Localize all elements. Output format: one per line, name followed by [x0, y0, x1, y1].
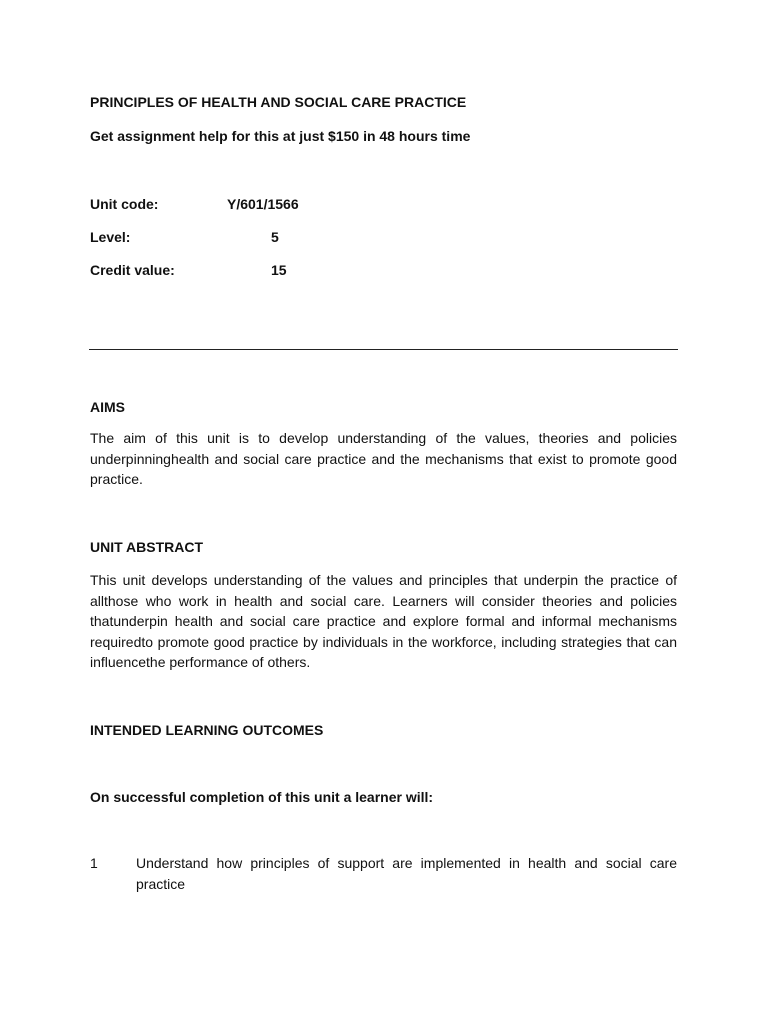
learning-outcomes-heading: INTENDED LEARNING OUTCOMES: [90, 722, 324, 738]
aims-heading: AIMS: [90, 399, 125, 415]
document-title: PRINCIPLES OF HEALTH AND SOCIAL CARE PRACTICE: [90, 94, 467, 110]
promo-text: Get assignment help for this at just $150 in 48 hours time: [90, 128, 471, 144]
credit-value-value: 15: [271, 262, 287, 278]
unit-code-value: Y/601/1566: [227, 196, 299, 212]
level-value: 5: [271, 229, 279, 245]
aims-paragraph: The aim of this unit is to develop understanding of the values, theories and policies underpinninghealth and social care practice and the mechanisms that exist to promote good practice.: [90, 430, 677, 488]
outcome-text: Understand how principles of support are implemented in health and social care practice: [136, 855, 677, 892]
section-divider: [89, 349, 678, 350]
unit-abstract-paragraph: This unit develops understanding of the values and principles that underpin the practice of allthose who work in health and social care. Learners will consider theories and policies thatunderpin health and social care practice and explore formal and informal mechanisms requiredto promote good practice by individuals in the workforce, including strategies that can influencethe performance of others.: [90, 572, 677, 671]
unit-code-label: Unit code:: [90, 196, 159, 212]
outcome-number: 1: [90, 855, 98, 871]
learning-outcomes-intro: On successful completion of this unit a learner will:: [90, 789, 434, 805]
credit-value-label: Credit value:: [90, 262, 175, 278]
level-label: Level:: [90, 229, 131, 245]
unit-abstract-heading: UNIT ABSTRACT: [90, 539, 204, 555]
